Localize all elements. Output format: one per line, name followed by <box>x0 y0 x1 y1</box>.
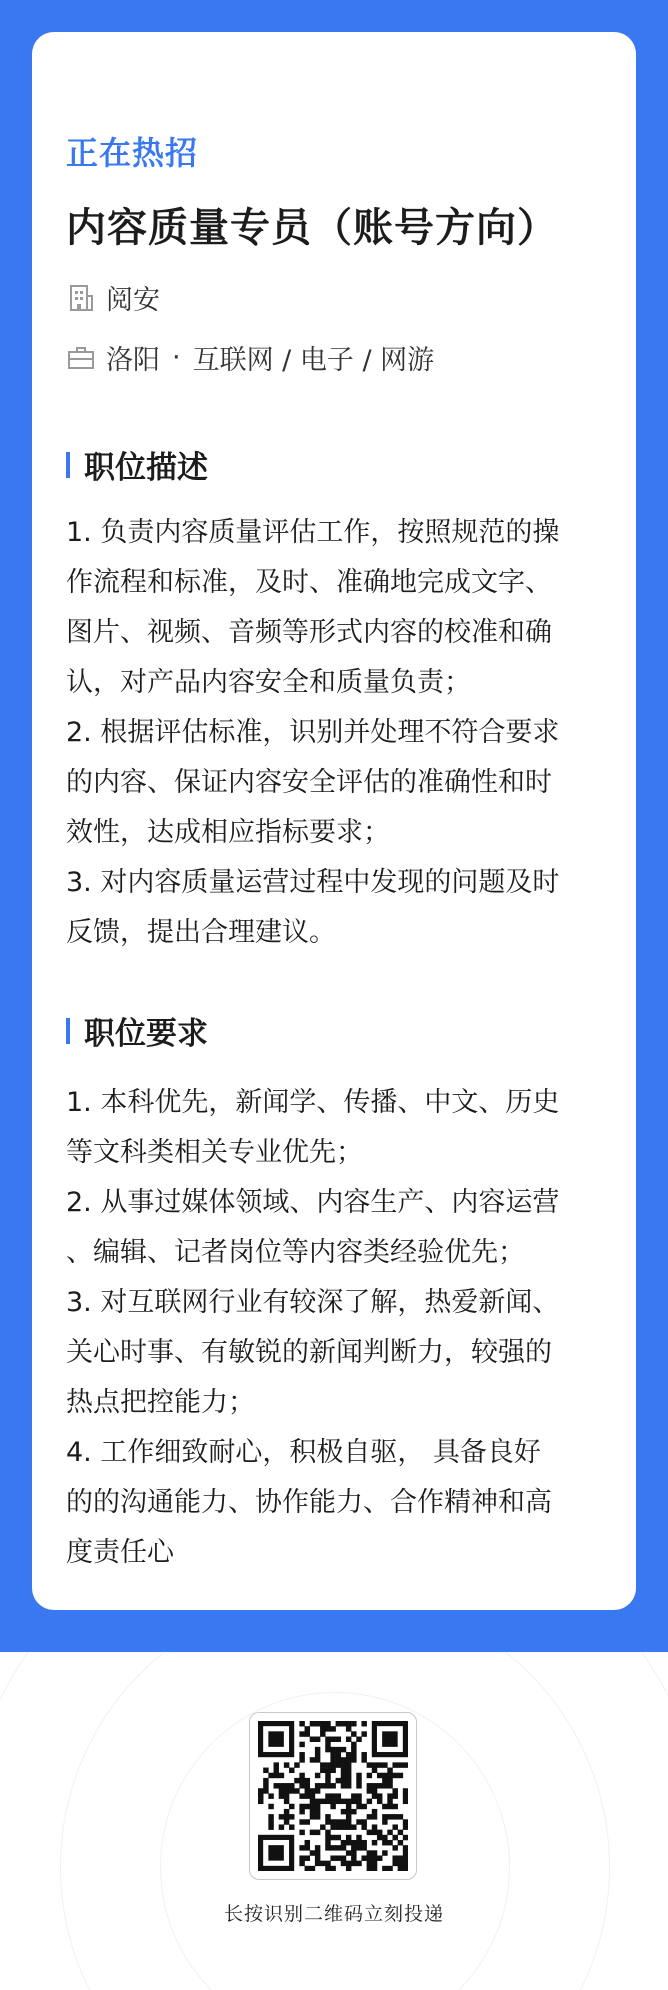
requirements-body <box>66 1078 606 1578</box>
qr-code[interactable] <box>249 1712 417 1880</box>
industry: 互联网 / 电子 / 网游 <box>192 345 435 376</box>
requirement-line: 热点把控能力； <box>66 1387 255 1418</box>
requirement-line: 2. 从事过媒体领域、内容生产、内容运营 <box>66 1187 560 1218</box>
description-line: 图片、视频、音频等形式内容的校准和确 <box>66 617 552 648</box>
company-name: 阅安 <box>106 285 160 316</box>
requirement-line: 的的沟通能力、协作能力、合作精神和高 <box>66 1487 552 1518</box>
building-icon <box>66 283 96 313</box>
description-line: 的内容、保证内容安全评估的准确性和时 <box>66 767 552 798</box>
hiring-label: 正在热招 <box>66 134 199 172</box>
description-line: 效性，达成相应指标要求； <box>66 817 390 848</box>
heading-accent-bar <box>66 1018 70 1044</box>
requirement-line: 度责任心 <box>66 1537 174 1568</box>
qr-code-image <box>258 1721 408 1871</box>
location-row <box>66 338 434 377</box>
requirement-line: 4. 工作细致耐心，积极自驱， 具备良好 <box>66 1437 541 1468</box>
separator-dot: · <box>172 342 181 373</box>
description-line: 2. 根据评估标准，识别并处理不符合要求 <box>66 717 560 748</box>
location-city: 洛阳 <box>106 345 160 376</box>
description-body <box>66 508 606 958</box>
description-line: 作流程和标准，及时、准确地完成文字、 <box>66 567 552 598</box>
requirement-line: 关心时事、有敏锐的新闻判断力，较强的 <box>66 1337 552 1368</box>
requirement-line: 1. 本科优先，新闻学、传播、中文、历史 <box>66 1087 560 1118</box>
requirement-line: 等文科类相关专业优先； <box>66 1137 363 1168</box>
requirements-heading-text: 职位要求 <box>84 1016 208 1052</box>
qr-section <box>0 1652 668 1990</box>
description-line: 3. 对内容质量运营过程中发现的问题及时 <box>66 867 560 898</box>
description-line: 认，对产品内容安全和质量负责； <box>66 667 471 698</box>
heading-accent-bar <box>66 452 70 478</box>
description-line: 反馈，提出合理建议。 <box>66 917 336 948</box>
job-title: 内容质量专员（账号方向） <box>66 205 558 251</box>
briefcase-icon <box>66 343 96 373</box>
requirement-line: 3. 对互联网行业有较深了解，热爱新闻、 <box>66 1287 560 1318</box>
job-card <box>32 32 636 1610</box>
company-row <box>66 278 160 317</box>
requirement-line: 、编辑、记者岗位等内容类经验优先； <box>66 1237 525 1268</box>
qr-caption: 长按识别二维码立刻投递 <box>223 1903 444 1925</box>
description-heading <box>66 442 208 487</box>
description-line: 1. 负责内容质量评估工作，按照规范的操 <box>66 517 560 548</box>
description-heading-text: 职位描述 <box>84 450 208 486</box>
requirements-heading <box>66 1008 208 1053</box>
